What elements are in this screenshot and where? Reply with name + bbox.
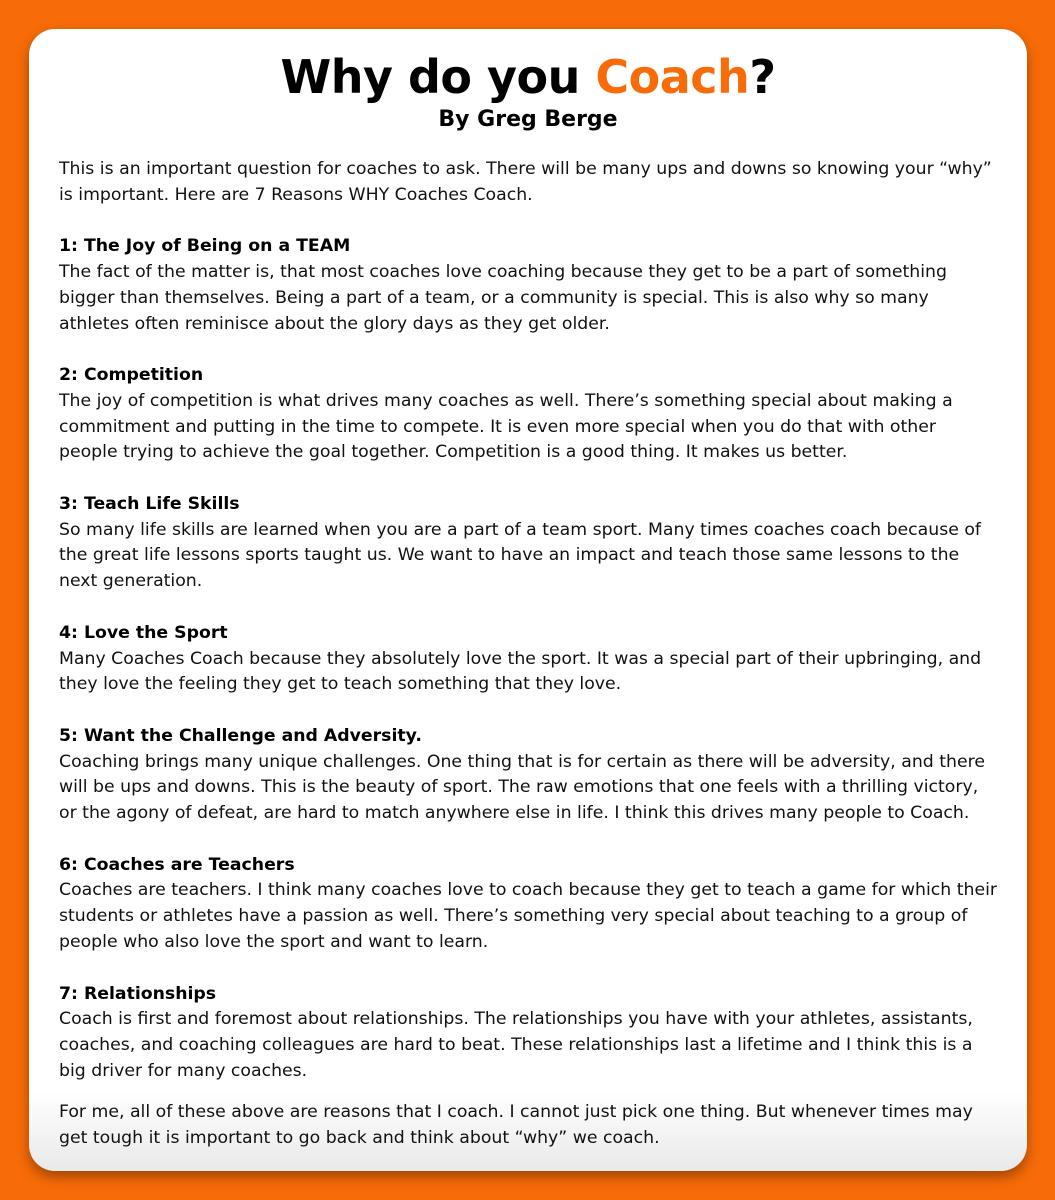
author-byline: By Greg Berge (438, 107, 618, 132)
reason-item (59, 982, 997, 1085)
reason-heading: 3: Teach Life Skills (59, 494, 240, 515)
title-prefix: Why do you (280, 50, 596, 104)
title-suffix: ? (749, 50, 776, 104)
intro-paragraph: This is an important question for coaches to ask. There will be many ups and downs so knowing your “why” is important. Here are 7 Reasons WHY Coaches Coach. (59, 159, 992, 205)
reason-text: Coaches are teachers. I think many coaches love to coach because they get to teach a game for which their students or athletes have a passion as well. There’s something very special about teaching to a group of people who also love the sport and want to learn. (59, 880, 997, 952)
reason-item (59, 363, 997, 466)
closing-paragraph: For me, all of these above are reasons that I coach. I cannot just pick one thing. But whenever times may get tough it is important to go back and think about “why” we coach. (59, 1102, 973, 1149)
reason-heading: 5: Want the Challenge and Adversity. (59, 725, 422, 746)
title-accent: Coach (595, 50, 750, 104)
reason-heading: 6: Coaches are Teachers (59, 854, 295, 875)
reason-item (59, 853, 997, 956)
reason-item (59, 724, 997, 827)
reason-text: Coaching brings many unique challenges. One thing that is for certain as there will be adversity, and there will be ups and downs. This is the beauty of sport. The raw emotions that one feels with a thrilling victory, or the agony of defeat, are hard to match anywhere else in life. I think this drives many people to Coach. (59, 751, 985, 824)
reason-text: Many Coaches Coach because they absolutely love the sport. It was a special part of their upbringing, and they love the feeling they get to teach something that they love. (59, 648, 982, 695)
reason-heading: 7: Relationships (59, 983, 217, 1004)
reason-heading: 4: Love the Sport (59, 622, 228, 643)
reason-heading: 1: The Joy of Being on a TEAM (59, 236, 351, 257)
reason-text: The joy of competition is what drives many coaches as well. There’s something special about making a commitment and putting in the time to compete. It is even more special when you do that with other people trying to achieve the goal together. Competition is a good thing. It makes us better. (59, 390, 953, 463)
page-title (59, 49, 997, 105)
reason-item (59, 234, 997, 337)
reason-item (59, 492, 997, 595)
reason-heading: 2: Competition (59, 365, 204, 386)
article-card (29, 29, 1027, 1171)
reason-text: Coach is first and foremost about relationships. The relationships you have with your athletes, assistants, coaches, and coaching colleagues are hard to beat. These relationships last a lifetime and I think this is a big driver for many coaches. (59, 1009, 973, 1081)
reason-text: The fact of the matter is, that most coaches love coaching because they get to be a part of something bigger than themselves. Being a part of a team, or a community is special. This is also why so many athletes often reminisce about the glory days as they get older. (59, 262, 947, 334)
reason-text: So many life skills are learned when you are a part of a team sport. Many times coaches coach because of the great life lessons sports taught us. We want to have an impact and teach those same lessons to the next generation. (59, 519, 982, 592)
reason-item (59, 621, 997, 698)
